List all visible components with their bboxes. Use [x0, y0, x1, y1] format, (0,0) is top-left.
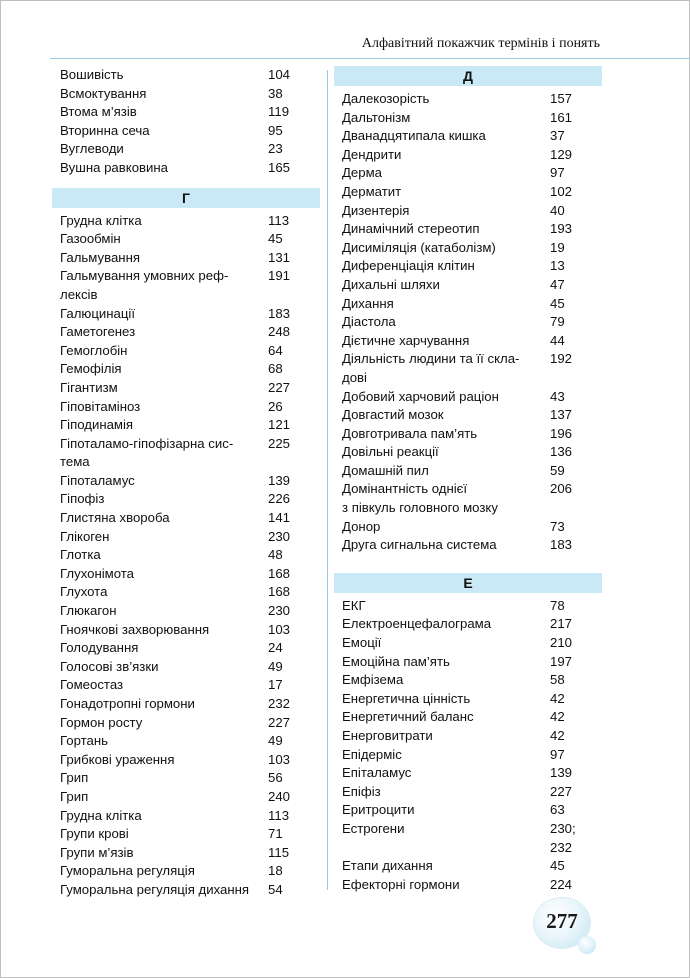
index-entry: [52, 602, 320, 621]
entries-d: [334, 90, 602, 555]
index-page-number: 115: [268, 844, 290, 860]
index-page-number: 95: [268, 122, 283, 138]
index-entry: [334, 183, 602, 202]
index-term: Дизентерія: [342, 202, 410, 218]
index-term: Глухонімота: [60, 565, 135, 581]
page-number-bubble: [578, 936, 596, 954]
index-entry: [52, 658, 320, 677]
page-number-badge: [528, 898, 592, 954]
index-entry: [334, 634, 602, 653]
index-entry: [52, 546, 320, 565]
index-term: Етапи дихання: [342, 858, 433, 874]
index-term: Гуморальна регуляція дихання: [60, 881, 250, 897]
index-entry: [334, 462, 602, 481]
index-entry: [52, 159, 320, 178]
index-term: Глистяна хвороба: [60, 510, 170, 526]
index-entry: [334, 671, 602, 690]
index-term: Галюцинації: [60, 305, 136, 321]
index-entry: [334, 857, 602, 876]
index-page-number: 224: [550, 876, 573, 892]
index-term: Гальмування умовних реф- лексів: [60, 268, 229, 302]
index-page-number: 197: [550, 653, 573, 669]
index-entry: [334, 653, 602, 672]
index-term: Дендрити: [342, 146, 402, 162]
index-entry: [52, 360, 320, 379]
index-term: Дальтонізм: [342, 109, 411, 125]
index-page-number: 49: [268, 658, 283, 674]
index-entry: [52, 490, 320, 509]
index-term: Глікоген: [60, 528, 110, 544]
index-entry: [52, 509, 320, 528]
index-page-number: 232: [268, 696, 291, 711]
index-page-number: 18: [268, 863, 283, 879]
index-page-number: 191: [268, 268, 291, 284]
index-term: Голосові зв’язки: [60, 658, 159, 674]
index-term: Гальмування: [60, 249, 141, 265]
index-term: Дихання: [342, 295, 394, 311]
index-term: Вошивість: [60, 67, 124, 82]
index-term: Енерговитрати: [342, 728, 433, 743]
index-entry: [52, 751, 320, 770]
index-term: Енергетичний баланс: [342, 709, 474, 725]
index-entry: [334, 708, 602, 727]
index-page-number: 196: [550, 425, 573, 441]
index-page-number: 23: [268, 141, 283, 157]
index-page-number: 45: [550, 858, 565, 874]
index-term: Далекозорість: [342, 91, 430, 106]
index-page-number: 49: [268, 733, 283, 749]
index-page-number: 40: [550, 202, 565, 218]
index-entry: [52, 212, 320, 231]
index-term: Дерма: [342, 165, 383, 181]
index-term: Гемоглобін: [60, 342, 128, 358]
index-page-number: 183: [550, 537, 573, 553]
entries-e: [334, 597, 602, 895]
index-entry: [334, 388, 602, 407]
index-term: Дієтичне харчування: [342, 332, 470, 348]
index-page-number: 97: [550, 165, 565, 181]
index-entry: [334, 536, 602, 555]
index-page-number: 168: [268, 584, 291, 600]
index-term: Групи крові: [60, 826, 129, 842]
index-entry: [334, 295, 602, 314]
index-entry: [52, 435, 320, 472]
index-entry: [52, 862, 320, 881]
index-page-number: 161: [550, 109, 573, 125]
index-page-number: 37: [550, 128, 565, 144]
index-term: Втома м’язів: [60, 104, 137, 120]
index-page-number: 139: [268, 472, 291, 488]
index-page-number: 45: [550, 295, 565, 311]
index-page-number: 45: [268, 231, 283, 247]
index-page-number: 113: [268, 212, 290, 228]
index-page-number: 227: [268, 714, 291, 730]
entries-v: [52, 66, 320, 178]
index-page-number: 119: [268, 104, 290, 120]
index-page-number: 73: [550, 518, 565, 534]
index-term: Динамічний стереотип: [342, 221, 480, 237]
index-page-number: 26: [268, 398, 283, 414]
index-term: Довільні реакції: [342, 444, 439, 460]
letter-band-e: Е: [334, 573, 602, 593]
index-page-number: 47: [550, 276, 565, 292]
index-term: Газообмін: [60, 231, 121, 247]
index-term: Глухота: [60, 584, 108, 600]
index-page-number: 165: [268, 159, 291, 175]
index-page-number: 63: [550, 802, 565, 818]
index-term: ЕКГ: [342, 597, 366, 613]
index-page-number: 141: [268, 510, 291, 526]
index-page-number: 225: [268, 435, 291, 451]
index-page-number: 71: [268, 826, 283, 842]
index-entry: [52, 639, 320, 658]
index-entry: [52, 379, 320, 398]
index-entry: [334, 313, 602, 332]
index-entry: [334, 127, 602, 146]
index-page-number: 183: [268, 305, 291, 321]
index-page-number: 58: [550, 672, 565, 688]
letter-band-d: Д: [334, 66, 602, 86]
index-term: Дисиміляція (катаболізм): [342, 239, 496, 255]
index-page-number: 38: [268, 85, 283, 101]
index-term: Гіпофіз: [60, 491, 105, 507]
index-entry: [334, 727, 602, 746]
index-term: Глюкагон: [60, 603, 117, 619]
index-entry: [52, 583, 320, 602]
index-entry: [52, 122, 320, 141]
index-entry: [334, 518, 602, 537]
index-term: Діастола: [342, 314, 396, 330]
index-entry: [52, 342, 320, 361]
index-term: Вуглеводи: [60, 141, 124, 157]
index-page-number: 248: [268, 324, 291, 340]
index-term: Глотка: [60, 547, 101, 563]
index-page-number: 157: [550, 91, 573, 106]
index-entry: [52, 825, 320, 844]
index-entry: [334, 257, 602, 276]
index-term: Донор: [342, 518, 381, 534]
index-term: Довгастий мозок: [342, 407, 444, 423]
index-term: Гормон росту: [60, 714, 143, 730]
index-term: Діяльність людини та її скла- дові: [342, 351, 520, 385]
index-page-number: 97: [550, 746, 565, 762]
index-entry: [334, 202, 602, 221]
index-entry: [334, 276, 602, 295]
index-page-number: 17: [268, 677, 283, 693]
index-term: Диференціація клітин: [342, 258, 475, 274]
index-page-number: 193: [550, 221, 573, 237]
index-entry: [334, 350, 602, 387]
index-term: Групи м’язів: [60, 844, 134, 860]
index-entry: [334, 597, 602, 616]
index-entry: [334, 690, 602, 709]
index-page-number: 240: [268, 788, 291, 804]
index-term: Грип: [60, 788, 89, 804]
index-page-number: 104: [268, 67, 291, 82]
index-page-number: 42: [550, 728, 565, 743]
index-term: Епідерміс: [342, 746, 402, 762]
index-page-number: 230: [268, 528, 291, 544]
index-entry: [52, 398, 320, 417]
index-term: Гіподинамія: [60, 417, 134, 433]
index-entry: [334, 332, 602, 351]
index-page-number: 113: [268, 807, 290, 823]
index-entry: [52, 695, 320, 714]
index-term: Емфізема: [342, 672, 404, 688]
index-entry: [334, 443, 602, 462]
index-entry: [334, 406, 602, 425]
index-term: Електроенцефалограма: [342, 616, 492, 632]
index-entry: [334, 146, 602, 165]
index-entry: [334, 783, 602, 802]
index-term: Гноячкові захворювання: [60, 621, 210, 637]
index-entry: [52, 249, 320, 268]
index-entry: [334, 425, 602, 444]
running-header: Алфавітний покажчик термінів і понять: [361, 36, 600, 51]
index-page-number: 43: [550, 388, 565, 404]
index-entry: [52, 881, 320, 900]
index-entry: [52, 323, 320, 342]
index-page-number: 226: [268, 491, 291, 507]
index-term: Гонадотропні гормони: [60, 696, 195, 711]
index-term: Домінантність однієї з півкуль головного мозку: [342, 481, 498, 516]
index-term: Гемофілія: [60, 361, 122, 377]
index-entry: [52, 714, 320, 733]
index-page-number: 230; 232: [550, 820, 576, 855]
index-page-number: 227: [550, 783, 573, 799]
index-term: Дихальні шляхи: [342, 276, 440, 292]
index-term: Гортань: [60, 733, 109, 749]
index-term: Емоційна пам’ять: [342, 653, 450, 669]
index-term: Естрогени: [342, 820, 405, 836]
index-page-number: 230: [268, 603, 291, 619]
index-entry: [52, 844, 320, 863]
index-page-number: 42: [550, 709, 565, 725]
index-term: Гіповітаміноз: [60, 398, 141, 414]
left-column: [52, 66, 320, 900]
index-page-number: 24: [268, 640, 283, 656]
index-page-number: 129: [550, 146, 573, 162]
index-term: Вушна равковина: [60, 159, 169, 175]
right-column: [334, 66, 602, 894]
index-term: Грудна клітка: [60, 807, 142, 823]
index-page-number: 19: [550, 239, 565, 255]
index-entry: [52, 85, 320, 104]
index-page-number: 68: [268, 361, 283, 377]
index-term: Епіфіз: [342, 783, 381, 799]
index-term: Гіпоталамус: [60, 472, 135, 488]
index-term: Гуморальна регуляція: [60, 863, 195, 879]
index-term: Епіталамус: [342, 765, 412, 781]
index-entry: [52, 472, 320, 491]
header-rule: [50, 58, 690, 59]
index-entry: [52, 416, 320, 435]
index-page-number: 206: [550, 481, 573, 497]
index-term: Ефекторні гормони: [342, 876, 460, 892]
index-entry: [52, 305, 320, 324]
index-term: Гаметогенез: [60, 324, 136, 340]
index-page-number: 136: [550, 444, 573, 460]
index-term: Вторинна сеча: [60, 122, 150, 138]
index-term: Дванадцятипала кишка: [342, 128, 486, 144]
index-entry: [334, 820, 602, 857]
index-term: Голодування: [60, 640, 139, 656]
index-entry: [52, 769, 320, 788]
index-entry: [52, 732, 320, 751]
index-term: Друга сигнальна система: [342, 537, 497, 553]
index-term: Гігантизм: [60, 379, 118, 395]
index-page-number: 59: [550, 462, 565, 478]
index-page-number: 217: [550, 616, 573, 632]
index-page-number: 210: [550, 635, 573, 651]
index-term: Дерматит: [342, 183, 402, 199]
index-entry: [52, 676, 320, 695]
index-page-number: 103: [268, 751, 291, 767]
index-entry: [334, 801, 602, 820]
index-entry: [52, 621, 320, 640]
index-term: Енергетична цінність: [342, 690, 471, 706]
index-term: Грибкові ураження: [60, 751, 175, 767]
index-entry: [52, 528, 320, 547]
index-term: Гіпоталамо-гіпофізарна сис- тема: [60, 435, 234, 470]
index-term: Грудна клітка: [60, 212, 142, 228]
index-term: Емоції: [342, 635, 382, 651]
index-entry: [334, 164, 602, 183]
index-entry: [334, 220, 602, 239]
index-page-number: 102: [550, 183, 573, 199]
index-page-number: 78: [550, 597, 565, 613]
index-term: Всмоктування: [60, 85, 147, 101]
index-entry: [52, 788, 320, 807]
index-page-number: 137: [550, 407, 573, 423]
index-entry: [334, 615, 602, 634]
index-entry: [52, 807, 320, 826]
index-entry: [334, 764, 602, 783]
index-entry: [52, 230, 320, 249]
index-term: Еритроцити: [342, 802, 415, 818]
page-number: 277: [546, 909, 578, 933]
index-page-number: 79: [550, 314, 565, 330]
index-entry: [334, 90, 602, 109]
index-page-number: 227: [268, 379, 291, 395]
index-entry: [52, 66, 320, 85]
index-term: Добовий харчовий раціон: [342, 388, 499, 404]
index-page-number: 131: [268, 249, 291, 265]
index-term: Грип: [60, 770, 89, 786]
column-divider: [327, 70, 328, 890]
entries-g: [52, 212, 320, 900]
index-entry: [334, 876, 602, 895]
index-page-number: 64: [268, 342, 283, 358]
index-entry: [334, 480, 602, 517]
index-entry: [52, 267, 320, 304]
index-page-number: 103: [268, 621, 291, 637]
letter-band-g: Г: [52, 188, 320, 208]
index-entry: [334, 746, 602, 765]
index-page-number: 139: [550, 765, 573, 781]
index-term: Довготривала пам’ять: [342, 425, 478, 441]
index-page-number: 48: [268, 547, 283, 563]
index-page-number: 13: [550, 258, 565, 274]
index-entry: [334, 109, 602, 128]
index-page-number: 44: [550, 332, 565, 348]
index-page-number: 168: [268, 565, 291, 581]
index-entry: [52, 103, 320, 122]
index-page-number: 42: [550, 690, 565, 706]
index-entry: [334, 239, 602, 258]
index-page-number: 54: [268, 881, 283, 897]
index-page-number: 192: [550, 351, 573, 367]
index-term: Гомеостаз: [60, 677, 124, 693]
index-entry: [52, 140, 320, 159]
index-entry: [52, 565, 320, 584]
index-term: Домашній пил: [342, 462, 429, 478]
index-page-number: 121: [268, 417, 291, 433]
index-page-number: 56: [268, 770, 283, 786]
